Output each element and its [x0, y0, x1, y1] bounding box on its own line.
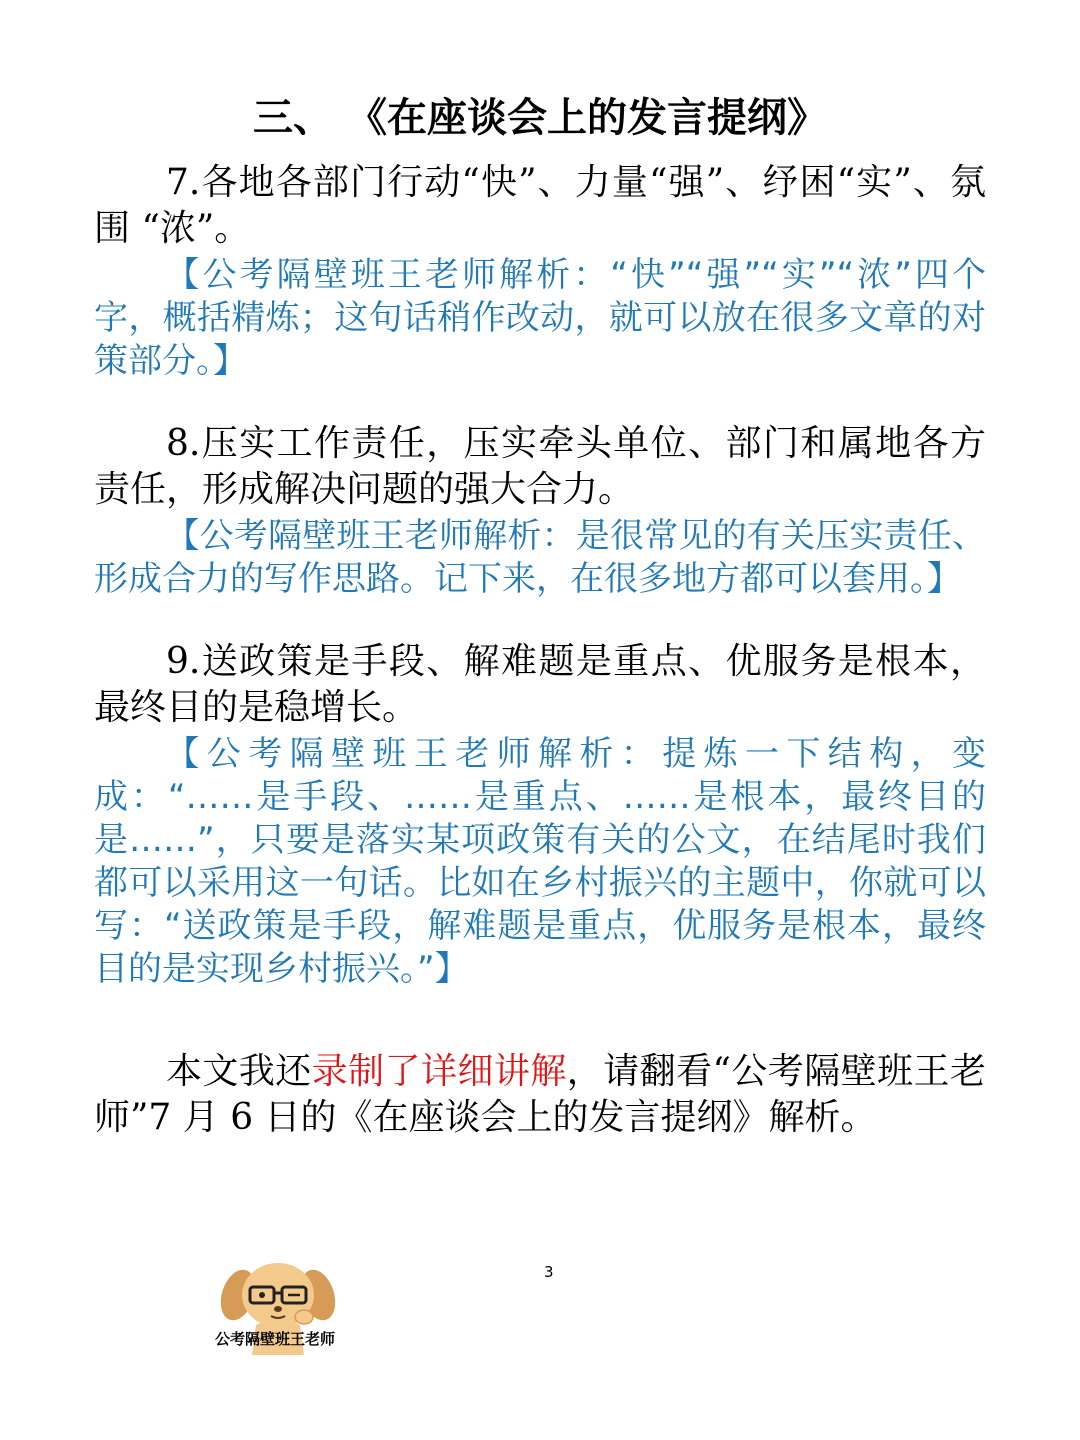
content-body: [94, 160, 986, 1141]
spacer: [94, 601, 986, 639]
closing-highlight: 录制了详细讲解: [311, 1051, 567, 1092]
spacer: [94, 991, 986, 1049]
closing-paragraph: [94, 1049, 986, 1141]
item-7-text: 7.各地各部门行动“快”、力量“强”、纾困“实”、氛围 “浓”。: [94, 162, 986, 249]
page-title: 三、 《在座谈会上的发言提纲》: [253, 95, 827, 141]
closing-text-after: ，请翻看“公考隔壁班王老师”7 月 6 日的《在座谈会上的发言提纲》解析。: [94, 1051, 986, 1138]
spacer: [94, 383, 986, 421]
item-9-text: 9.送政策是手段、解难题是重点、优服务是根本，最终目的是稳增长。: [94, 641, 986, 728]
page-number: 3: [544, 1263, 554, 1281]
item-7-analysis: 【公考隔壁班王老师解析：“快”“强”“实”“浓”四个字，概括精炼；这句话稍作改动，就可以放在很多文章的对策部分。】: [94, 255, 986, 381]
item-8-analysis: 【公考隔壁班王老师解析：是很常见的有关压实责任、形成合力的写作思路。记下来，在很多地方都可以套用。】: [94, 516, 986, 599]
item-8-text: 8.压实工作责任，压实牵头单位、部门和属地各方责任，形成解决问题的强大合力。: [94, 423, 986, 510]
mascot-caption: 公考隔壁班王老师: [214, 1330, 335, 1348]
item-9-analysis: 【公考隔壁班王老师解析：提炼一下结构，变成：“……是手段、……是重点、……是根本，最终目的是……”，只要是落实某项政策有关的公文，在结尾时我们都可以采用这一句话。比如在乡村振兴的主题中，你就可以写：“送政策是手段，解难题是重点，优服务是根本，最终目的是实现乡村振兴。”】: [94, 734, 986, 989]
closing-text-before: 本文我还: [166, 1051, 312, 1092]
